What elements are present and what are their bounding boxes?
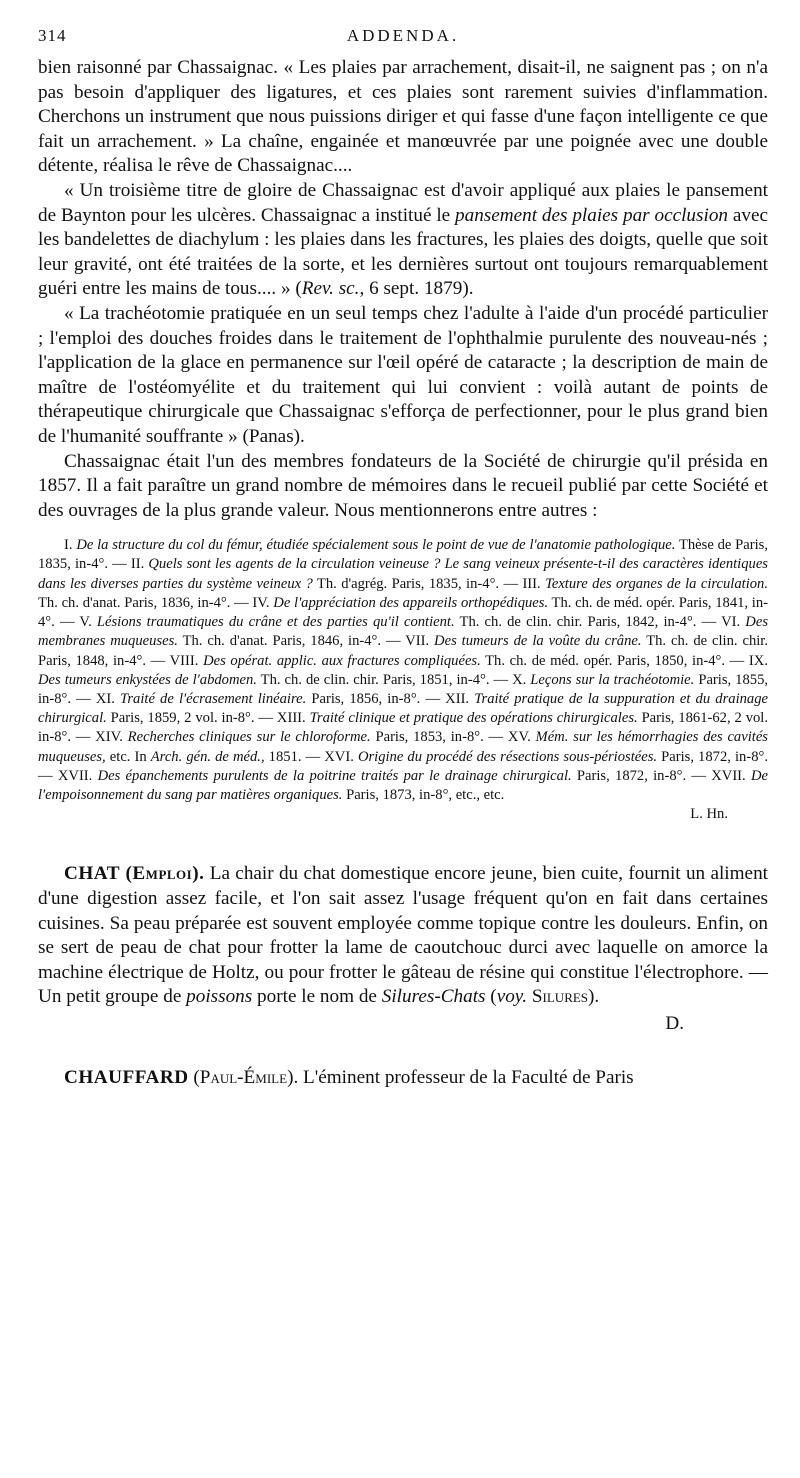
bibliography-title: Leçons sur la trachéotomie. [530, 671, 695, 688]
running-title: ADDENDA. [346, 26, 460, 45]
entry-chat-text-2: porte le nom de [252, 986, 382, 1008]
entry-chat-text-5: ). [588, 986, 600, 1008]
bibliography-text: etc. In [105, 748, 151, 765]
bibliography-text: Th. ch. de méd. opér. Paris, 1850, in-4°. — IX. [480, 652, 768, 669]
entry-chat-italic-3: voy. [496, 986, 528, 1008]
paragraph-2-source: Rev. sc. [301, 278, 360, 300]
bibliography-text: Th. ch. de clin. chir. Paris, 1842, in-4°. — VI. [454, 614, 746, 631]
bibliography-title: Des tumeurs de la voûte du crâne. [434, 633, 642, 650]
entry-chat [38, 862, 768, 1010]
paragraph-2 [38, 179, 768, 302]
entry-chat-italic: poissons [186, 986, 253, 1008]
bibliography-text: Paris, 1861-62, 2 vol. in-8°. — XIV. [38, 710, 768, 746]
page-number: 314 [38, 26, 67, 45]
paragraph-2-text-2: avec les bandelettes de diachylum : les plaies dans les fractures, les plaies des doigts, quelle que soit leur gravité, ont été traitées de la sorte, et les dernières surtout ont toujours remarquablement guéri entre les mains de tous.... » ( [38, 204, 768, 300]
bibliography-title: Texture des organes de la circulation. [545, 575, 768, 592]
bibliography-text: Paris, 1872, in-8°. — XVII. [571, 767, 751, 784]
bibliography-text: I. [64, 537, 77, 554]
bibliography-text: Th. ch. d'anat. Paris, 1836, in-4°. — IV. [38, 594, 274, 611]
entry-chauffard-text: ( [188, 1067, 200, 1089]
bibliography-text: Paris, 1859, 2 vol. in-8°. — XIII. [106, 710, 310, 727]
bibliography-text: Paris, 1855, in-8°. — XI. [38, 671, 769, 707]
bibliography-text: Th. ch. d'anat. Paris, 1846, in-4°. — VII. [177, 633, 435, 650]
bibliography-title: Lésions traumatiques du crâne et des parties qu'il contient. [96, 614, 455, 631]
paragraph-3: « La trachéotomie pratiquée en un seul temps chez l'adulte à l'aide d'un procédé particulier ; l'emploi des douches froides dans le traitement de l'ophthalmie purulente des nouveau-nés ; l'application de la glace en permanence sur l'œil opéré de cataracte ; la description de main de maître de l'ostéomyélite et du traitement qui lui convient : voilà autant de points de thérapeutique chirurgicale que Chassaignac s'efforça de perfectionner, pour le plus grand bien de l'humanité souffrante » (Panas). [38, 302, 768, 447]
entry-chauffard [38, 1066, 768, 1091]
bibliography-text: Th. ch. de clin. chir. Paris, 1851, in-4°. — X. [256, 671, 531, 688]
bibliography-text: Th. ch. de méd. opér. Paris, 1841, in-4°. — V. [38, 594, 768, 631]
bibliography-title: De l'empoisonnement du sang par matières organiques. [38, 767, 768, 803]
bibliography-title: Des épanchements purulents de la poitrine traités par le drainage chirurgical. [97, 767, 572, 784]
bibliography-title: Traité clinique et pratique des opérations chirurgicales. [309, 710, 638, 727]
entry-chat-text: La chair du chat domestique encore jeune, bien cuite, fournit un aliment d'une digestion assez facile, et l'on sait assez l'usage fréquent qu'on en fait dans certaines cuisines. Sa peau préparée est souvent employée comme topique contre les douleurs. Enfin, on se sert de peau de chat pour frotter la lame de caoutchouc durci avec laquelle on amorce la machine électrique de Holtz, ou pour frotter le gâteau de résine qui constitue l'électrophore. — Un petit groupe de [38, 863, 768, 1008]
bibliography-signature: L. Hn. [690, 806, 728, 823]
bibliography-text: 1851. — XVI. [264, 748, 358, 765]
bibliography-text: Th. ch. de clin. chir. Paris, 1848, in-4°. — VIII. [38, 633, 769, 669]
entry-chat-initial: D. [665, 1012, 684, 1034]
bibliography-title: Mém. sur les hémorrhagies des cavités muqueuses, [38, 729, 768, 765]
paragraph-4: Chassaignac était l'un des membres fondateurs de la Société de chirurgie qu'il présida en 1857. Il a fait paraître un grand nombre de mémoires dans le recueil publié par cette Société et des ouvrages de la plus grande valeur. Nous mentionnerons entre autres : [38, 450, 768, 521]
bibliography-title: Arch. gén. de méd., [150, 748, 265, 765]
paragraph-2-text: « Un troisième titre de gloire de Chassaignac est d'avoir appliqué aux plaies le pansement de Baynton pour les ulcères. Chassaignac a institué le [38, 179, 768, 226]
bibliography-title: Quels sont les agents de la circulation veineuse ? Le sang veineux présente-t-il des caractères identiques dans les diverses parties du système veineux ? [38, 556, 768, 592]
paragraph-2-date: , 6 sept. 1879). [359, 278, 474, 300]
bibliography-title: Origine du procédé des résections sous-périostées. [357, 748, 658, 765]
entry-chauffard-name: Paul-Émile [199, 1067, 288, 1089]
bibliography-title: Des tumeurs enkystées de l'abdomen. [38, 671, 257, 688]
bibliography-text: Paris, 1873, in-8°, etc., etc. [342, 786, 505, 803]
bibliography-text: Th. d'agrég. Paris, 1835, in-4°. — III. [312, 575, 546, 592]
bibliography-title: Des membranes muqueuses. [38, 614, 768, 650]
bibliography-text: Thèse de Paris, 1835, in-4°. — II. [38, 537, 768, 573]
entry-chauffard-headword: CHAUFFARD [64, 1067, 189, 1089]
entry-chat-crossref: Silures [531, 986, 589, 1008]
bibliography-text: Paris, 1853, in-8°. — XV. [370, 729, 536, 746]
entry-chat-headword: CHAT (Emploi). [64, 863, 205, 885]
page [38, 26, 768, 1091]
bibliography-title: De la structure du col du fémur, étudiée spécialement sous le point de vue de l'anatomie pathologique. [76, 537, 676, 554]
entry-chat-text-3: ( [485, 986, 497, 1008]
bibliography [38, 536, 768, 805]
bibliography-title: Recherches cliniques sur le chloroforme. [127, 729, 371, 746]
paragraph-2-italic: pansement des plaies par occlusion [455, 204, 729, 226]
page-header [38, 26, 768, 56]
bibliography-title: De l'appréciation des appareils orthopédiques. [273, 594, 549, 611]
bibliography-title: Traité de l'écrasement linéaire. [120, 690, 307, 707]
entry-chat-italic-2: Silures-Chats [381, 986, 486, 1008]
bibliography-title: Des opérat. applic. aux fractures compliquées. [203, 652, 481, 669]
bibliography-text: Paris, 1872, in-8°. — XVII. [38, 748, 768, 784]
paragraph-1: bien raisonné par Chassaignac. « Les plaies par arrachement, disait-il, ne saignent pas ; on n'a pas besoin d'appliquer des ligatures, et ces plaies sont rarement suivies d'inflammation. Cherchons un instrument que nous puissions diriger et qui fasse d'une façon intelligente ce que fait un arrachement. » La chaîne, engainée et manœuvrée par une poignée avec une double détente, réalisa le rêve de Chassaignac.... [38, 57, 768, 177]
entry-chauffard-text-2: ). L'éminent professeur de la Faculté de Paris [287, 1067, 634, 1089]
bibliography-text: Paris, 1856, in-8°. — XII. [306, 690, 475, 707]
bibliography-title: Traité pratique de la suppuration et du drainage chirurgical. [38, 690, 768, 727]
